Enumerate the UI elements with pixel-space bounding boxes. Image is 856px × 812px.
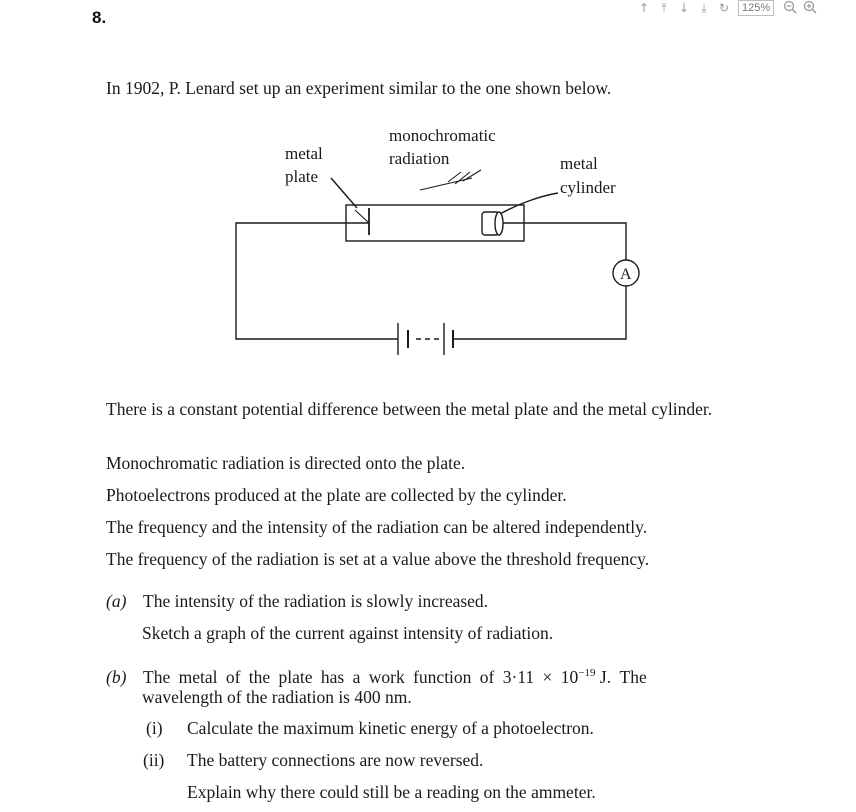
question-number: 8. [92, 8, 107, 27]
part-a-line-2: Sketch a graph of the current against intensity of radiation. [142, 623, 554, 643]
arrow-down-icon[interactable]: ↓ [678, 1, 690, 15]
rotate-icon[interactable]: ↻ [718, 1, 730, 15]
part-a-text: The intensity of the radiation is slowly increased. [143, 591, 489, 611]
sub-ii-text-2: Explain why there could still be a reading on the ammeter. [187, 782, 596, 802]
label-cylinder-1: metal [560, 154, 598, 173]
label-cylinder-2: cylinder [560, 178, 616, 197]
zoom-level[interactable]: 125% [738, 0, 774, 16]
paragraph-2: Monochromatic radiation is directed onto the plate. [106, 453, 466, 473]
metal-cylinder [482, 212, 524, 235]
sub-i-label: (i) [146, 718, 163, 738]
arrow-down-bar-icon[interactable]: ⤓ [701, 0, 707, 15]
paragraph-3: Photoelectrons produced at the plate are collected by the cylinder. [106, 485, 567, 505]
arrow-up-bar-icon[interactable]: ⤒ [661, 0, 667, 15]
zoom-out-icon[interactable] [780, 0, 800, 17]
pdf-toolbar [634, 0, 820, 16]
circuit-diagram [0, 110, 856, 490]
circuit-wire-right [524, 223, 626, 260]
intro-text: In 1902, P. Lenard set up an experiment similar to the one shown below. [106, 78, 612, 98]
part-b-line-2: wavelength of the radiation is 400 nm. [142, 687, 412, 707]
part-a-label: (a) [106, 591, 127, 611]
part-a-line-1 [106, 590, 488, 612]
leader-plate [331, 178, 357, 208]
label-radiation-1: monochromatic [389, 126, 496, 145]
part-b-text-post: J. The [595, 666, 647, 687]
zoom-in-icon[interactable] [800, 0, 820, 17]
leader-cylinder [500, 193, 558, 214]
label-metal-plate-2: plate [285, 167, 319, 186]
sub-ii-label: (ii) [143, 750, 165, 770]
paragraph-5: The frequency of the radiation is set at a value above the threshold frequency. [106, 549, 650, 569]
circuit-wire-right-lower [453, 286, 626, 339]
part-b-exponent: −19 [578, 667, 596, 679]
label-radiation-2: radiation [389, 149, 450, 168]
paragraph-4: The frequency and the intensity of the radiation can be altered independently. [106, 517, 648, 537]
part-b-text-pre: The metal of the plate has a work function of 3·11 × 10 [143, 666, 579, 687]
part-b-label: (b) [106, 666, 127, 687]
paragraph-1: There is a constant potential difference between the metal plate and the metal cylinder. [106, 399, 713, 419]
ammeter-label: A [620, 266, 632, 283]
part-b-line-1 [106, 662, 647, 688]
sub-i-text: Calculate the maximum kinetic energy of a photoelectron. [187, 718, 594, 738]
sub-ii-text: The battery connections are now reversed. [187, 750, 484, 770]
arrow-up-icon[interactable]: ↑ [638, 1, 650, 15]
label-metal-plate-1: metal [285, 144, 323, 163]
